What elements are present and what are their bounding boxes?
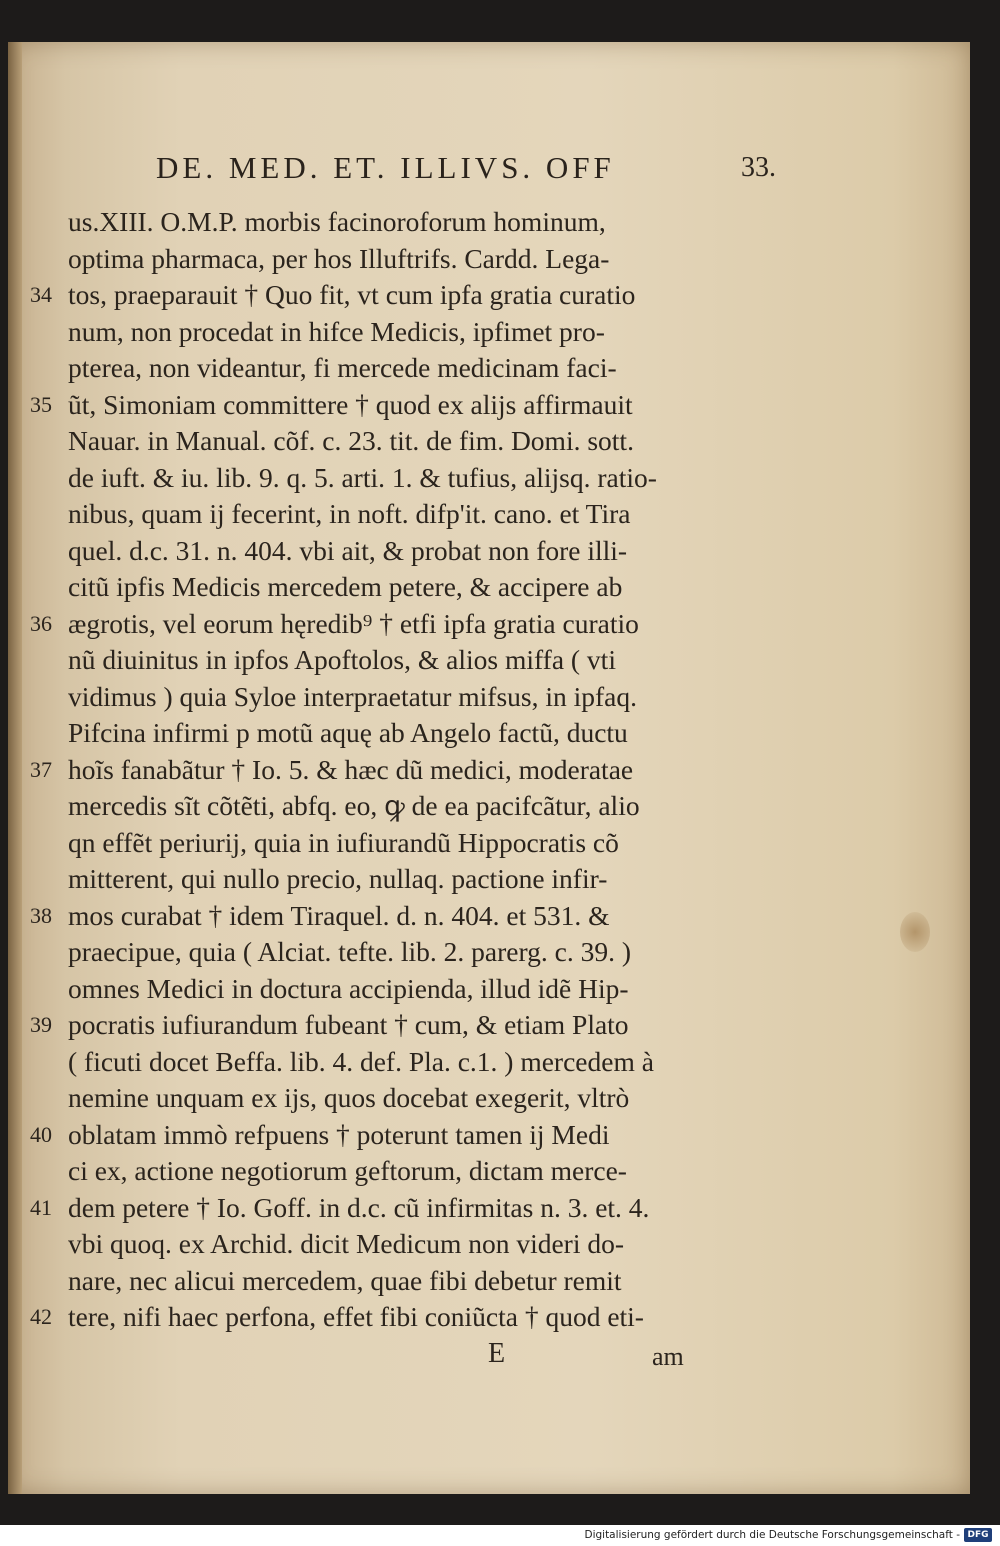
line-text: tos, praeparauit † Quo fit, vt cum ipfa gratia curatio [68, 279, 636, 310]
book-page [8, 42, 970, 1494]
text-line [30, 606, 790, 643]
digitization-footer [0, 1525, 1000, 1546]
line-text: nibus, quam ij fecerint, in noft. difp'it. cano. et Tira [68, 498, 631, 529]
line-text: omnes Medici in doctura accipienda, illud idẽ Hip- [68, 972, 629, 1004]
line-text: mos curabat † idem Tiraquel. d. n. 404. et 531. & [68, 899, 610, 931]
line-text: nũ diuinitus in ipfos Apoftolos, & alios miffa ( vti [68, 644, 616, 675]
line-text: dem petere † Io. Goff. in d.c. cũ infirmitas n. 3. et. 4. [68, 1191, 650, 1223]
line-text: us.XIII. O.M.P. morbis facinoroforum hominum, [68, 206, 606, 237]
text-line [30, 533, 790, 570]
text-block [30, 204, 790, 1336]
text-line [30, 715, 790, 752]
text-line [30, 1117, 790, 1154]
line-text: num, non procedat in hifce Medicis, ipfimet pro- [68, 315, 605, 347]
text-line [30, 1080, 790, 1117]
text-line [30, 898, 790, 935]
page-footer-marks [30, 1338, 790, 1378]
line-text: qn effẽt periurij, quia in iufiurandũ Hippocratis cõ [68, 826, 619, 858]
text-line [30, 1190, 790, 1227]
line-text: ci ex, actione negotiorum geftorum, dictam merce- [68, 1155, 627, 1186]
page-binding-edge [8, 42, 22, 1494]
text-line [30, 277, 790, 314]
text-line [30, 752, 790, 789]
line-text: Pifcina infirmi p motũ aquę ab Angelo factũ, ductu [68, 717, 628, 748]
text-line [30, 861, 790, 898]
signature-mark: E [488, 1338, 506, 1369]
text-line [30, 569, 790, 606]
text-line [30, 679, 790, 716]
text-line [30, 350, 790, 387]
marginal-number: 36 [30, 610, 52, 636]
line-text: mitterent, qui nullo precio, nullaq. pactione infir- [68, 863, 608, 894]
line-text: oblatam immò refpuens † poterunt tamen ij Medi [68, 1118, 610, 1150]
text-line [30, 1153, 790, 1190]
marginal-number: 34 [30, 282, 52, 307]
text-line [30, 314, 790, 351]
funding-note: Digitalisierung gefördert durch die Deutsche Forschungsgemeinschaft - [584, 1529, 960, 1541]
line-text: Nauar. in Manual. cõf. c. 23. tit. de fim. Domi. sott. [68, 425, 634, 456]
line-text: optima pharmaca, per hos Illuftrifs. Cardd. Lega- [68, 242, 610, 274]
line-text: ũt, Simoniam committere † quod ex alijs affirmauit [68, 388, 633, 420]
page-number: 33. [741, 152, 776, 183]
line-text: vbi quoq. ex Archid. dicit Medicum non videri do- [68, 1228, 625, 1259]
text-line [30, 1044, 790, 1081]
paper-stain [900, 912, 930, 952]
line-text: praecipue, quia ( Alciat. tefte. lib. 2. parerg. c. 39. ) [68, 936, 632, 967]
line-text: de iuft. & iu. lib. 9. q. 5. arti. 1. & tufius, alijsq. ratio- [68, 461, 657, 493]
marginal-number: 40 [30, 1121, 52, 1147]
marginal-number: 42 [30, 1304, 52, 1329]
dfg-logo: DFG [964, 1528, 992, 1542]
marginal-number: 39 [30, 1012, 52, 1037]
marginal-number: 37 [30, 756, 52, 782]
line-text: ( ficuti docet Beffa. lib. 4. def. Pla. c.1. ) mercedem à [68, 1045, 654, 1077]
text-line [30, 642, 790, 679]
line-text: pterea, non videantur, fi mercede medicinam faci- [68, 352, 617, 383]
marginal-number: 38 [30, 902, 52, 928]
text-line [30, 204, 790, 241]
catchword: am [652, 1342, 684, 1371]
running-title: DE. MED. ET. ILLIVS. OFF [156, 150, 615, 185]
text-line [30, 1299, 790, 1336]
line-text: mercedis sĩt cõtẽti, abfq. eo, ꝙ de ea pacifcãtur, alio [68, 790, 640, 821]
text-line [30, 460, 790, 497]
text-line [30, 934, 790, 971]
text-line [30, 1263, 790, 1300]
text-line [30, 971, 790, 1008]
marginal-number: 35 [30, 391, 52, 417]
text-line [30, 423, 790, 460]
line-text: hoĩs fanabãtur † Io. 5. & hæc dũ medici, moderatae [68, 753, 634, 785]
line-text: pocratis iufiurandum fubeant † cum, & etiam Plato [68, 1009, 629, 1040]
line-text: vidimus ) quia Syloe interpraetatur mifsus, in ipfaq. [68, 680, 637, 712]
line-text: citũ ipfis Medicis mercedem petere, & accipere ab [68, 571, 623, 602]
text-line [30, 496, 790, 533]
line-text: nemine unquam ex ijs, quos docebat exegerit, vltrò [68, 1082, 630, 1113]
text-line [30, 825, 790, 862]
marginal-number: 41 [30, 1194, 52, 1220]
line-text: tere, nifi haec perfona, effet fibi coniũcta † quod eti- [68, 1301, 644, 1332]
line-text: ægrotis, vel eorum hęredib⁹ † etfi ipfa gratia curatio [68, 607, 639, 639]
text-line [30, 1007, 790, 1044]
line-text: quel. d.c. 31. n. 404. vbi ait, & probat non fore illi- [68, 534, 628, 566]
line-text: nare, nec alicui mercedem, quae fibi debetur remit [68, 1264, 622, 1296]
text-line [30, 241, 790, 278]
running-head [156, 150, 776, 194]
text-line [30, 387, 790, 424]
text-line [30, 1226, 790, 1263]
text-line [30, 788, 790, 825]
